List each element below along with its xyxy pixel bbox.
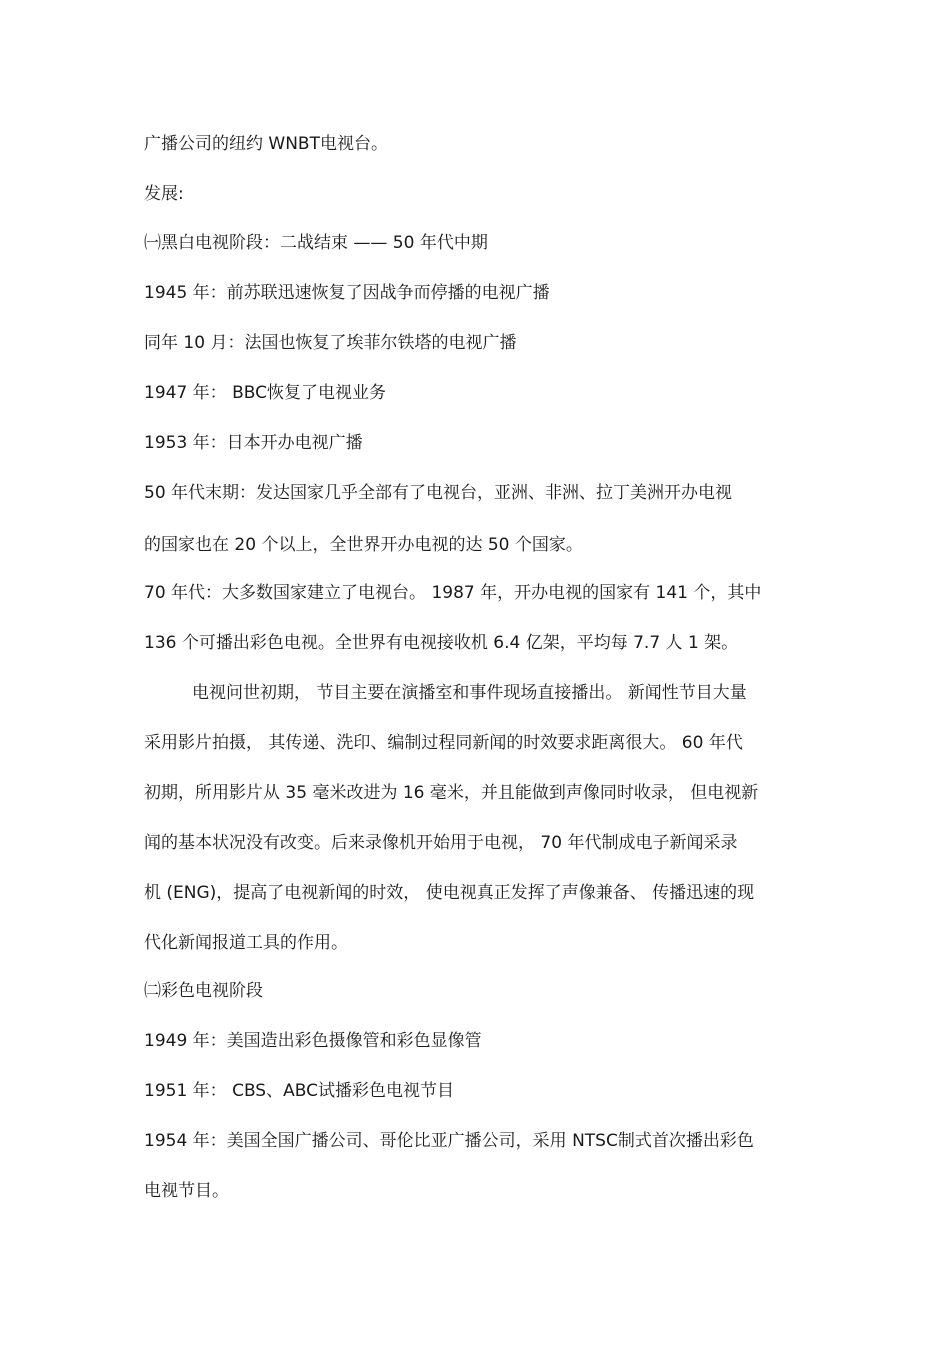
- text-line: 1949 年：美国造出彩色摄像管和彩色显像管: [144, 1031, 482, 1051]
- text-line: 机 (ENG)，提高了电视新闻的时效， 使电视真正发挥了声像兼备、 传播迅速的现: [144, 883, 755, 903]
- text-line: 1951 年： CBS、ABC试播彩色电视节目: [144, 1081, 454, 1101]
- text-line: 50 年代末期：发达国家几乎全部有了电视台，亚洲、非洲、拉丁美洲开办电视: [144, 483, 733, 503]
- text-line: 136 个可播出彩色电视。全世界有电视接收机 6.4 亿架，平均每 7.7 人 1 架。: [144, 633, 739, 653]
- subsection-heading: ㈡彩色电视阶段: [144, 981, 263, 1001]
- paragraph-first-line: 电视问世初期， 节目主要在演播室和事件现场直接播出。 新闻性节目大量: [192, 683, 747, 703]
- text-line: 采用影片拍摄， 其传递、洗印、编制过程同新闻的时效要求距离很大。 60 年代: [144, 733, 743, 753]
- text-line: 同年 10 月：法国也恢复了埃菲尔铁塔的电视广播: [144, 333, 517, 353]
- text-line: 电视节目。: [144, 1181, 229, 1201]
- text-line: 1954 年：美国全国广播公司、哥伦比亚广播公司，采用 NTSC制式首次播出彩色: [144, 1131, 754, 1151]
- subsection-heading: ㈠黑白电视阶段：二战结束 —— 50 年代中期: [144, 233, 488, 253]
- text-line: 代化新闻报道工具的作用。: [144, 933, 348, 953]
- text-line: 1953 年：日本开办电视广播: [144, 433, 363, 453]
- text-line: 广播公司的纽约 WNBT电视台。: [144, 134, 388, 154]
- section-heading: 发展:: [144, 184, 184, 204]
- text-line: 1947 年： BBC恢复了电视业务: [144, 383, 386, 403]
- text-line: 初期，所用影片从 35 毫米改进为 16 毫米，并且能做到声像同时收录， 但电视新: [144, 783, 759, 803]
- text-line: 70 年代：大多数国家建立了电视台。 1987 年，开办电视的国家有 141 个，其中: [144, 583, 762, 603]
- text-line: 闻的基本状况没有改变。后来录像机开始用于电视， 70 年代制成电子新闻采录: [144, 833, 738, 853]
- text-line: 1945 年：前苏联迅速恢复了因战争而停播的电视广播: [144, 283, 550, 303]
- text-line: 的国家也在 20 个以上，全世界开办电视的达 50 个国家。: [144, 535, 583, 555]
